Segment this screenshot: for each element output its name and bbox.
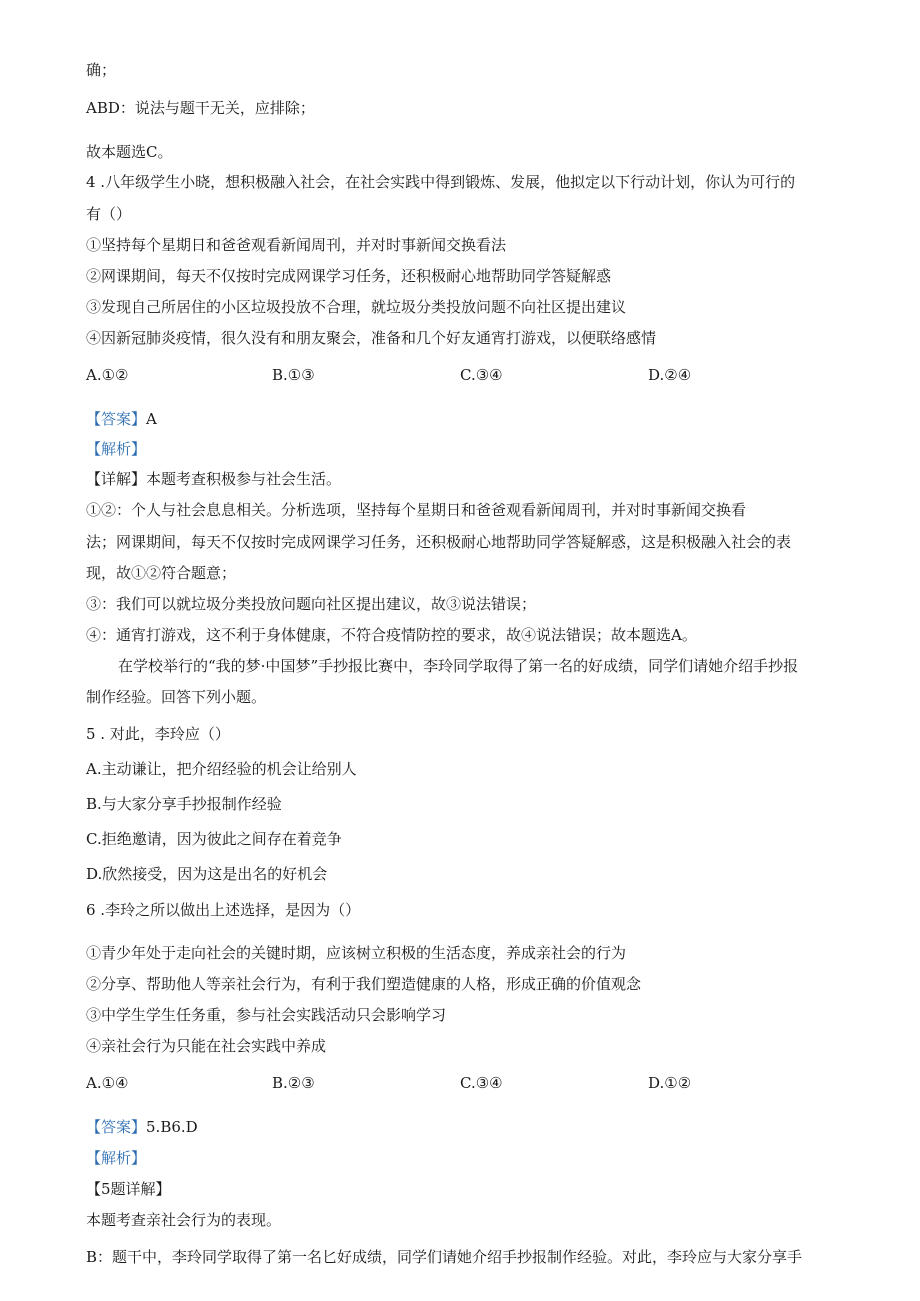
answer-line bbox=[86, 1117, 198, 1137]
detail-line: 【详解】本题考查积极参与社会生活。 bbox=[86, 470, 342, 488]
q6-statement-1: ①青少年处于走向社会的关键时期，应该树立积极的生活态度，养成亲社会的行为 bbox=[86, 944, 627, 962]
q5-option-b: B.与大家分享手抄报制作经验 bbox=[86, 795, 282, 813]
option-b: B.②③ bbox=[272, 1074, 315, 1092]
analysis-tag: 【解析】 bbox=[86, 440, 147, 458]
q5-option-d: D.欣然接受，因为这是出名的好机会 bbox=[86, 865, 328, 883]
text-line: ABD：说法与题干无关，应排除； bbox=[86, 99, 315, 117]
text-line: 确； bbox=[86, 61, 117, 79]
q4-statement-3: ③发现自己所居住的小区垃圾投放不合理，就垃圾分类投放问题不向社区提出建议 bbox=[86, 298, 627, 316]
option-a: A.①④ bbox=[86, 1074, 129, 1092]
detail-line: B：题干中，李玲同学取得了第一名匕好成绩，同学们请她介绍手抄报制作经验。对此，李玲应与大家分享手 bbox=[86, 1248, 803, 1266]
q4-statement-4: ④因新冠肺炎疫情，很久没有和朋友聚会，准备和几个好友通宵打游戏，以便联络感情 bbox=[86, 329, 657, 347]
detail-line: ③：我们可以就垃圾分类投放问题向社区提出建议，故③说法错误； bbox=[86, 595, 537, 613]
question-6-stem: 6 .李玲之所以做出上述选择，是因为（） bbox=[86, 901, 361, 919]
q6-statement-2: ②分享、帮助他人等亲社会行为，有利于我们塑造健康的人格，形成正确的价值观念 bbox=[86, 975, 642, 993]
q5-option-a: A.主动谦让，把介绍经验的机会让给别人 bbox=[86, 760, 357, 778]
text-line: 故本题选C。 bbox=[86, 143, 173, 161]
option-d: D.①② bbox=[648, 1074, 692, 1092]
material-paragraph: 在学校举行的“我的梦·中国梦”手抄报比赛中，李玲同学取得了第一名的好成绩，同学们请她介绍手抄报 bbox=[118, 657, 799, 675]
q4-statement-1: ①坚持每个星期日和爸爸观看新闻周刊，并对时事新闻交换看法 bbox=[86, 236, 507, 254]
option-b: B.①③ bbox=[272, 366, 315, 384]
answer-value: A bbox=[146, 410, 157, 428]
option-d: D.②④ bbox=[648, 366, 692, 384]
detail-line: 现，故①②符合题意； bbox=[86, 564, 237, 582]
material-paragraph-end: 制作经验。回答下列小题。 bbox=[86, 688, 267, 706]
q5-option-c: C.拒绝邀请，因为彼此之间存在着竞争 bbox=[86, 830, 342, 848]
q4-statement-2: ②网课期间，每天不仅按时完成网课学习任务，还积极耐心地帮助同学答疑解惑 bbox=[86, 267, 612, 285]
answer-tag: 【答案】 bbox=[86, 410, 147, 428]
detail-line: 本题考查亲社会行为的表现。 bbox=[86, 1211, 282, 1229]
question-4-stem: 4 .八年级学生小晓，想积极融入社会，在社会实践中得到锻炼、发展，他拟定以下行动计划，你认为可行的 bbox=[86, 173, 796, 191]
answer-value: 5.B6.D bbox=[146, 1118, 198, 1136]
sub-heading: 【5题详解】 bbox=[86, 1180, 171, 1198]
analysis-tag: 【解析】 bbox=[86, 1149, 147, 1167]
detail-line: ④：通宵打游戏，这不利于身体健康，不符合疫情防控的要求，故④说法错误；故本题选A。 bbox=[86, 626, 697, 644]
answer-line bbox=[86, 409, 157, 429]
answer-tag: 【答案】 bbox=[86, 1118, 147, 1136]
option-a: A.①② bbox=[86, 366, 129, 384]
option-c: C.③④ bbox=[460, 366, 503, 384]
question-4-stem-end: 有（） bbox=[86, 205, 132, 223]
q6-statement-4: ④亲社会行为只能在社会实践中养成 bbox=[86, 1037, 327, 1055]
detail-line: 法；网课期间，每天不仅按时完成网课学习任务，还积极耐心地帮助同学答疑解惑，这是积极融入社会的表 bbox=[86, 533, 792, 551]
question-5-stem: 5 . 对此，李玲应（） bbox=[86, 725, 230, 743]
q6-statement-3: ③中学生学生任务重，参与社会实践活动只会影响学习 bbox=[86, 1006, 447, 1024]
detail-line: ①②：个人与社会息息相关。分析选项，坚持每个星期日和爸爸观看新闻周刊，并对时事新闻交换看 bbox=[86, 501, 747, 519]
option-c: C.③④ bbox=[460, 1074, 503, 1092]
